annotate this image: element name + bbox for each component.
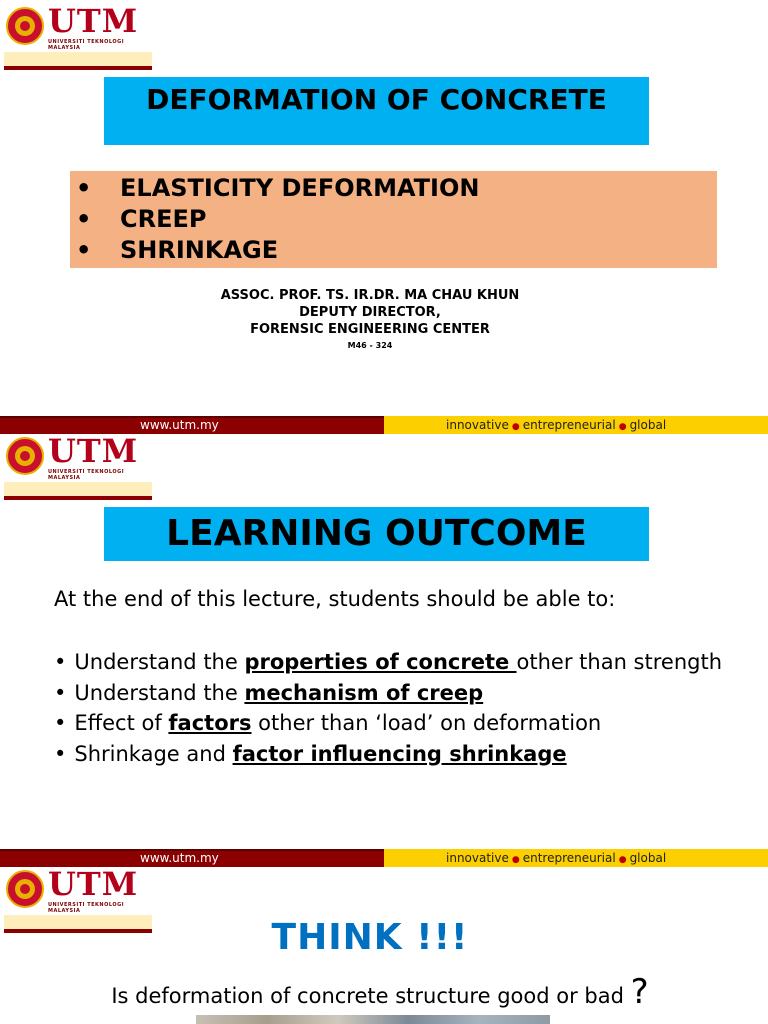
outcome-item: • Understand the properties of concrete other than strength xyxy=(54,650,722,674)
outcome-item: • Shrinkage and factor influencing shrinkage xyxy=(54,741,567,766)
utm-crest-icon xyxy=(6,7,44,45)
topic-list: • ELASTICITY DEFORMATION • CREEP • SHRINKAGE xyxy=(70,171,717,268)
footer-bar xyxy=(0,849,768,867)
author-name: ASSOC. PROF. TS. IR.DR. MA CHAU KHUN xyxy=(220,288,520,303)
learning-outcome-heading: LEARNING OUTCOME xyxy=(104,507,649,561)
outcome-item: • Effect of factors other than ‘load’ on deformation xyxy=(54,711,602,735)
footer-url[interactable]: www.utm.my xyxy=(140,851,219,865)
slide-think xyxy=(0,867,768,1024)
learning-outcome-list xyxy=(54,647,722,769)
slide-title-heading: DEFORMATION OF CONCRETE xyxy=(104,77,649,145)
footer-tagline: innovative ● entrepreneurial ● global xyxy=(446,418,667,432)
footer-url[interactable]: www.utm.my xyxy=(140,418,219,432)
author-title: DEPUTY DIRECTOR, xyxy=(299,305,441,320)
utm-crest-icon xyxy=(6,437,44,475)
outcome-item: • Understand the mechanism of creep xyxy=(54,680,484,705)
slide-title xyxy=(0,0,768,434)
utm-crest-icon xyxy=(6,870,44,908)
learning-outcome-intro: At the end of this lecture, students should be able to: xyxy=(54,587,616,611)
think-question: Is deformation of concrete structure good or bad ? xyxy=(111,972,649,1012)
utm-logo: UTM UNIVERSITI TEKNOLOGI MALAYSIA xyxy=(4,867,154,911)
think-heading: THINK !!! xyxy=(271,917,469,958)
footer-tagline: innovative ● entrepreneurial ● global xyxy=(446,851,667,865)
author-department: FORENSIC ENGINEERING CENTER xyxy=(250,322,490,337)
footer-bar xyxy=(0,416,768,434)
author-room: M46 - 324 xyxy=(347,341,393,350)
structure-photo xyxy=(196,1015,550,1024)
utm-logo: UTM UNIVERSITI TEKNOLOGI MALAYSIA xyxy=(4,4,154,48)
utm-logo: UTM UNIVERSITI TEKNOLOGI MALAYSIA xyxy=(4,434,154,478)
slide-learning-outcome xyxy=(0,434,768,867)
